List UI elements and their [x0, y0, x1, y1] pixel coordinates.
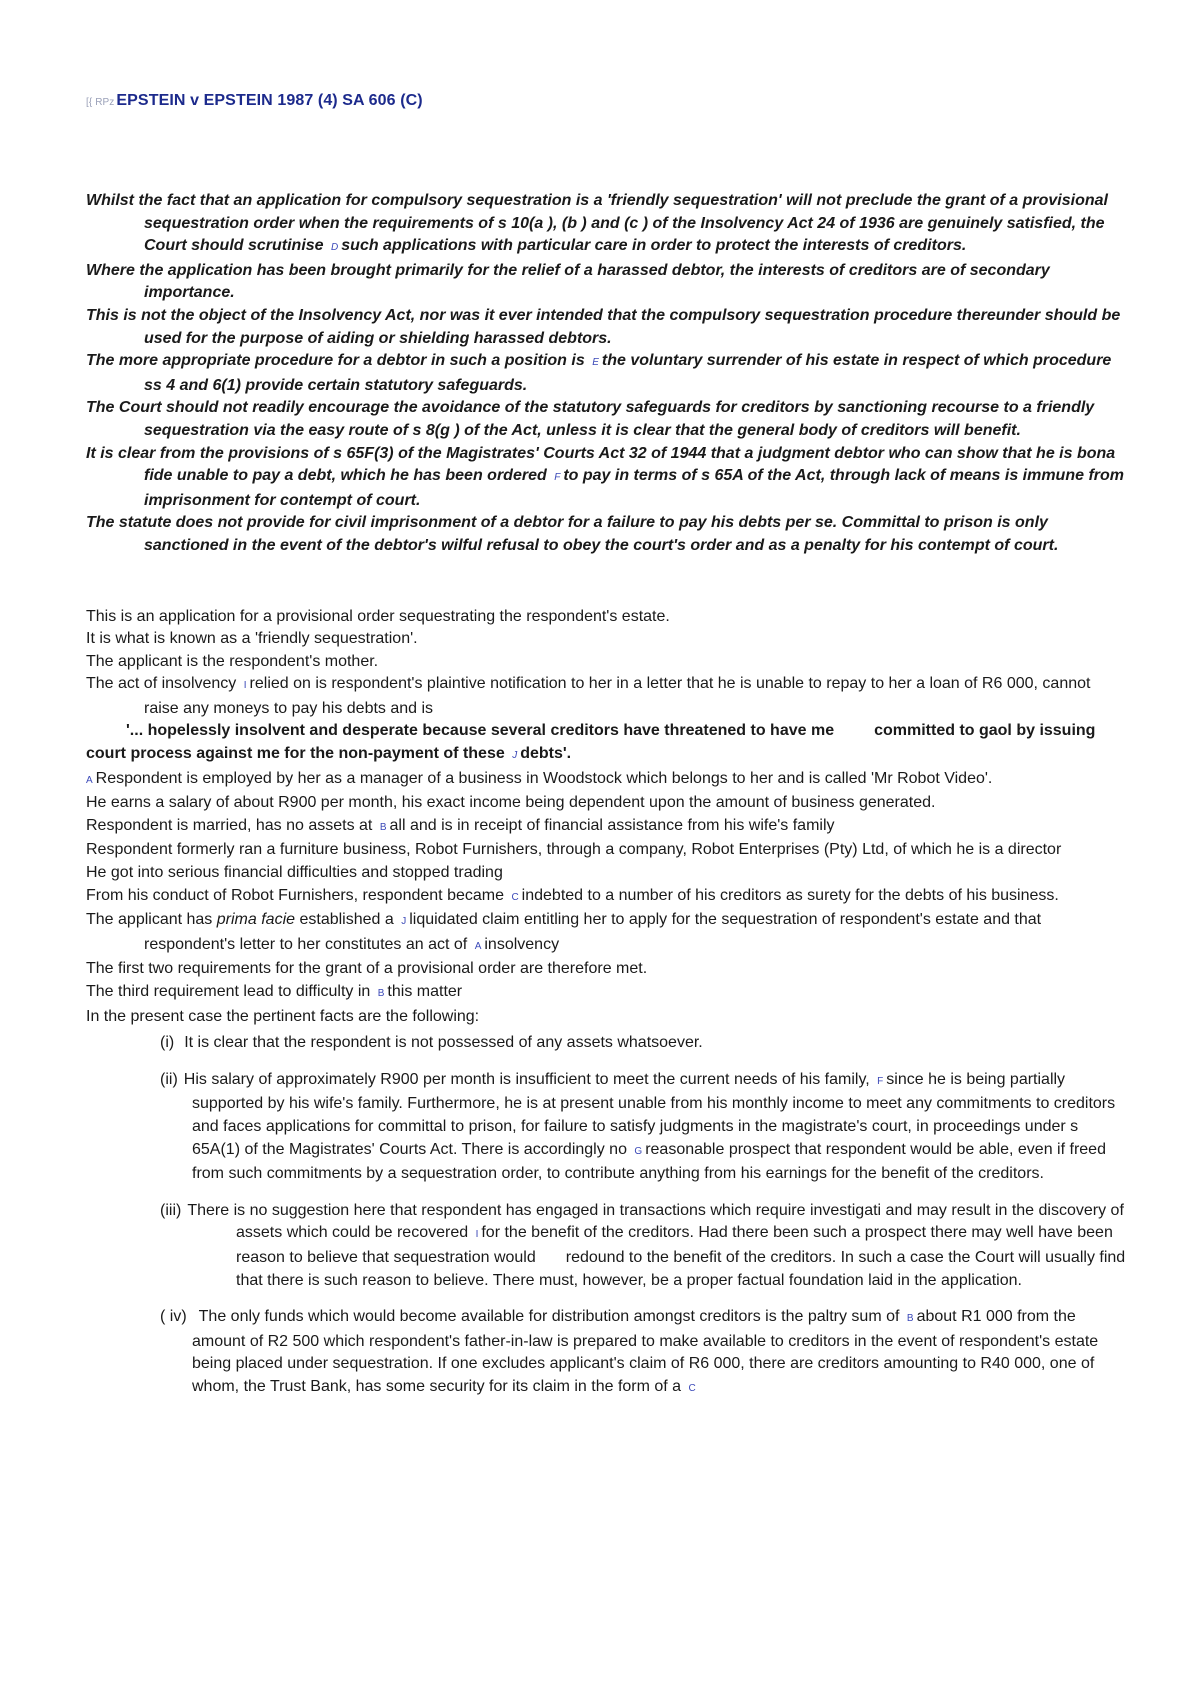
margin-letter: I — [475, 1229, 479, 1241]
margin-letter: D — [331, 242, 339, 254]
judgment-paragraph: Respondent is married, has no assets at B all and is in receipt of financial assistance from his wife's family — [86, 816, 835, 834]
headnote — [86, 190, 1126, 558]
headnote-paragraph: This is not the object of the Insolvency Act, nor was it ever intended that the compulsory sequestration procedure thereunder should be used for the purpose of aiding or shielding harassed debtors. — [86, 306, 1121, 347]
margin-letter: E — [592, 357, 599, 369]
judgment-paragraph: Respondent formerly ran a furniture business, Robot Furnishers, through a company, Robot Enterprises (Pty) Ltd, of which he is a director — [86, 841, 1062, 859]
judgment-paragraph: This is an application for a provisional order sequestrating the respondent's estate. — [86, 607, 670, 625]
headnote-paragraph: It is clear from the provisions of s 65F(3) of the Magistrates' Courts Act 32 of 1944 that a judgment debtor who can show that he is bona fide unable to pay a debt, which he has been ordered F to pay in terms of s 65A of the Act, through lack of means is immune from imprisonment for contempt of court. — [86, 444, 1124, 509]
margin-letter: B — [377, 988, 385, 999]
case-header — [86, 92, 1126, 110]
headnote-paragraph: The more appropriate procedure for a debtor in such a position is E the voluntary surrender of his estate in respect of which procedure ss 4 and 6(1) provide certain statutory safeguards. — [86, 352, 1112, 394]
reference-tag: [{ RPz — [86, 97, 115, 108]
fact-item-i: (i) It is clear that the respondent is not possessed of any assets whatsoever. — [160, 1034, 703, 1052]
margin-letter: J — [512, 750, 518, 762]
margin-letter: B — [379, 821, 387, 833]
margin-letter: C — [688, 1382, 696, 1394]
margin-letter: F — [877, 1075, 884, 1087]
document-page — [86, 92, 1126, 1415]
judgment-paragraph: He earns a salary of about R900 per month, his exact income being dependent upon the amount of business generated. — [86, 794, 936, 812]
judgment-paragraph: A Respondent is employed by her as a manager of a business in Woodstock which belongs to her and is called 'Mr Robot Video'. — [86, 769, 993, 787]
case-title: EPSTEIN v EPSTEIN 1987 (4) SA 606 (C) — [116, 92, 423, 109]
margin-letter: A — [86, 774, 93, 786]
quoted-letter: '... hopelessly insolvent and desperate because several creditors have threatened to have me committed to gaol by issuing court process against me for the non-payment of these J debts'. — [86, 722, 1096, 763]
headnote-paragraph: Where the application has been brought primarily for the relief of a harassed debtor, the interests of creditors are of secondary importance. — [86, 261, 1050, 302]
judgment-paragraph: The applicant is the respondent's mother. — [86, 652, 379, 670]
margin-letter: B — [906, 1313, 914, 1325]
headnote-paragraph: The statute does not provide for civil imprisonment of a debtor for a failure to pay his debts per se. Committal to prison is only sanctioned in the event of the debtor's wilful refusal to obey the court's order and as a penalty for his contempt of court. — [86, 514, 1059, 554]
judgment-paragraph: The third requirement lead to difficulty in B this matter — [86, 983, 463, 1000]
judgment-paragraph: In the present case the pertinent facts are the following: — [86, 1007, 480, 1025]
judgment-paragraph: The act of insolvency I relied on is respondent's plaintive notification to her in a letter that he is unable to repay to her a loan of R6 000, cannot raise any moneys to pay his debts and is — [86, 675, 1091, 717]
margin-letter: I — [243, 680, 247, 692]
judgment-paragraph: It is what is known as a 'friendly sequestration'. — [86, 630, 418, 648]
margin-letter: J — [401, 916, 407, 928]
fact-item-iii: (iii) There is no suggestion here that respondent has engaged in transactions which require investigati and may result in the discovery of assets which could be recovered I for the benefit of the creditors. Had there been such a prospect there may well have been reason to believe that sequestration would redound to the benefit of the creditors. In such a case the Court will usually find that there is such reason to believe. There must, however, be a proper factual foundation laid in the application. — [160, 1201, 1126, 1289]
margin-letter: C — [511, 891, 519, 903]
margin-letter: G — [634, 1145, 643, 1157]
judgment-text — [86, 606, 1126, 1401]
margin-letter: A — [474, 940, 482, 952]
headnote-paragraph: The Court should not readily encourage the avoidance of the statutory safeguards for creditors by sanctioning recourse to a friendly sequestration via the easy route of s 8(g ) of the Act, unless it is clear that the general body of creditors will benefit. — [86, 399, 1095, 439]
margin-letter: F — [554, 472, 561, 484]
fact-item-ii: (ii) His salary of approximately R900 per month is insufficient to meet the current needs of his family, F since he is being partially supported by his wife's family. Furthermore, he is at present unable from his monthly income to meet any commitments to creditors and faces applications for committal to prison, for failure to satisfy judgments in the magistrate's court, in proceedings under s 65A(1) of the Magistrates' Courts Act. There is accordingly no G reasonable prospect that respondent would be able, even if freed from such commitments by a sequestration order, to contribute anything from his earnings for the benefit of the creditors. — [160, 1070, 1116, 1183]
judgment-paragraph: The applicant has prima facie established a J liquidated claim entitling her to apply for the sequestration of respondent's estate and that respondent's letter to her constitutes an act of A insolvency — [86, 911, 1042, 953]
judgment-paragraph: He got into serious financial difficulties and stopped trading — [86, 864, 503, 882]
judgment-paragraph: The first two requirements for the grant of a provisional order are therefore met. — [86, 960, 648, 978]
headnote-paragraph: Whilst the fact that an application for compulsory sequestration is a 'friendly sequestration' will not preclude the grant of a provisional sequestration order when the requirements of s 10(a ), (b ) and (c ) of the Insolvency Act 24 of 1936 are genuinely satisfied, the Court should scrutinise D such applications with particular care in order to protect the interests of creditors. — [86, 192, 1108, 255]
judgment-paragraph: From his conduct of Robot Furnishers, respondent became C indebted to a number of his creditors as surety for the debts of his business. — [86, 886, 1059, 904]
fact-item-iv: ( iv) The only funds which would become available for distribution amongst creditors is the paltry sum of B about R1 000 from the amount of R2 500 which respondent's father-in-law is prepared to make available to creditors in the event of respondent's estate being placed under sequestration. If one excludes applicant's claim of R6 000, there are creditors amounting to R40 000, one of whom, the Trust Bank, has some security for its claim in the form of a C — [160, 1308, 1099, 1395]
